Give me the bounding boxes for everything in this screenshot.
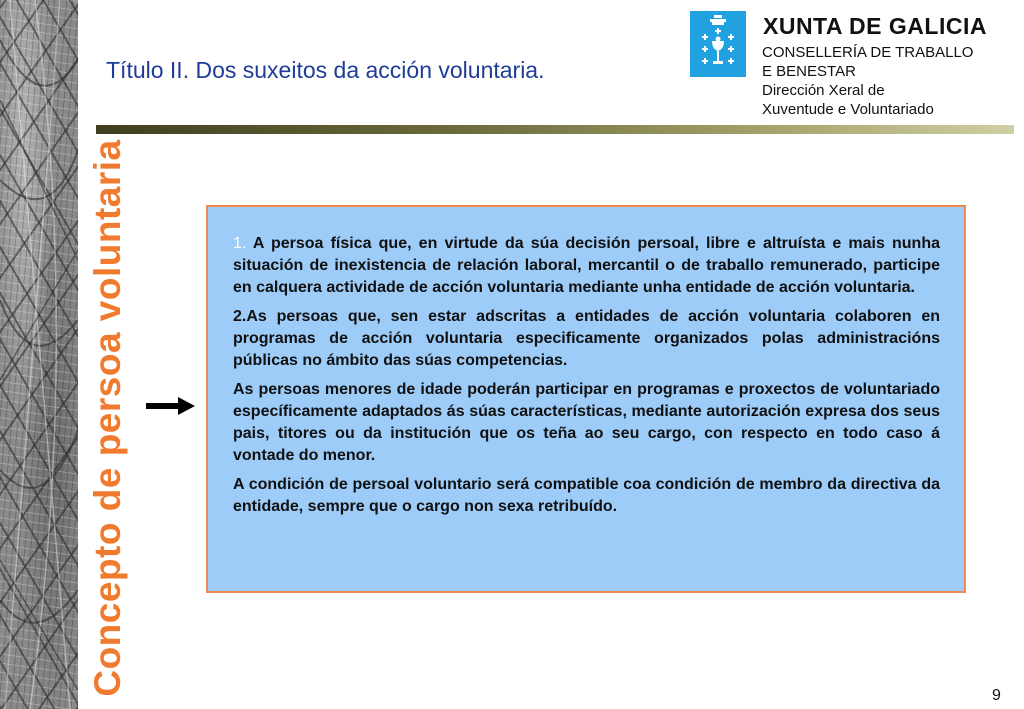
page-number: 9	[992, 687, 1001, 704]
logo-line-3: Dirección Xeral de	[762, 82, 885, 99]
definition-box	[206, 205, 966, 593]
paragraph-2-number: 2.	[233, 308, 247, 325]
vertical-section-title: Concepto de persoa voluntaria	[87, 139, 128, 697]
right-arrow-icon	[146, 396, 196, 421]
paragraph-1-text: A persoa física que, en virtude da súa decisión persoal, libre e altruísta e mais nunha situación de inexistencia de relación laboral, mercantil o de traballo remunerado, participe en calquera actividade de acción voluntaria mediante unha entidade de acción voluntaria.	[233, 235, 940, 296]
logo-line-4: Xuventude e Voluntariado	[762, 101, 934, 118]
paragraph-4-text: A condición de persoal voluntario será compatible coa condición de membro da directiva da entidade, sempre que o cargo non sexa retribuído.	[233, 476, 940, 515]
paragraph-2-text: As persoas que, sen estar adscritas a entidades de acción voluntaria colaboren en programas de acción voluntaria especificamente organizados polas administracións públicas no ámbito das súas competencias.	[233, 308, 940, 369]
xunta-emblem-icon	[690, 11, 746, 77]
logo-line-1: CONSELLERÍA DE TRABALLO	[762, 44, 974, 61]
paragraph-3-text: As persoas menores de idade poderán participar en programas e proxectos de voluntariado específicamente adaptados ás súas características, mediante autorización expresa dos seus pais, titores ou da institución que os teña ao seu cargo, con respecto en todo caso á vontade do menor.	[233, 381, 940, 464]
decorative-texture-strip	[0, 0, 78, 709]
slide-title: Título II. Dos suxeitos da acción voluntaria.	[106, 57, 545, 83]
paragraph-2	[233, 306, 940, 372]
title-divider	[96, 125, 1014, 134]
paragraph-3	[233, 379, 940, 467]
paragraph-4	[233, 474, 940, 518]
paragraph-1	[233, 233, 940, 299]
logo-line-2: E BENESTAR	[762, 63, 856, 80]
logo-main-text: XUNTA DE GALICIA	[763, 13, 987, 39]
paragraph-1-number: 1.	[233, 235, 247, 252]
